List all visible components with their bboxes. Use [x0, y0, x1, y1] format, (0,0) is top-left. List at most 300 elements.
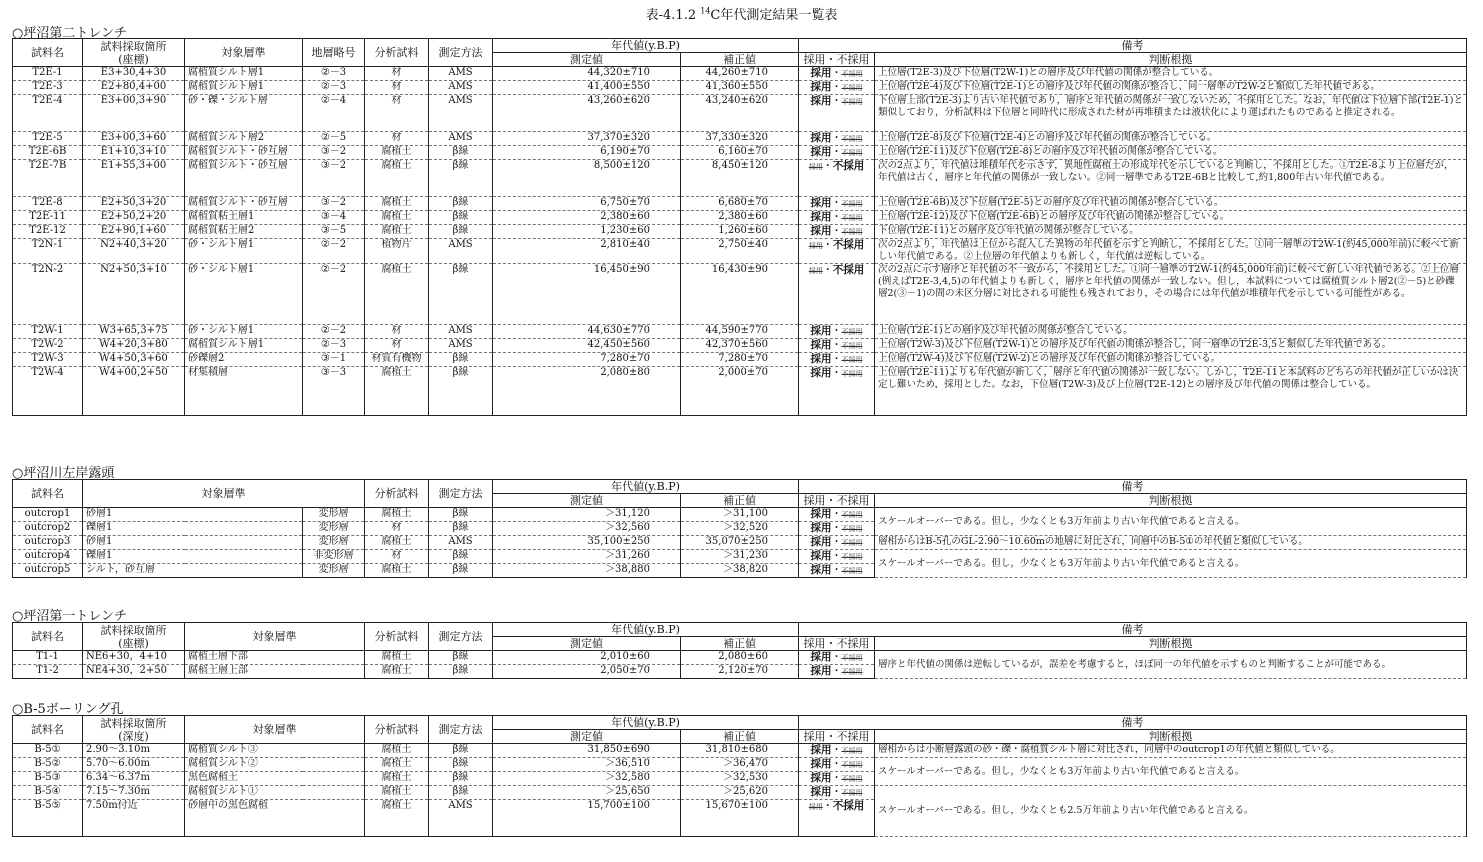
corrected-age: 44,260±710	[681, 67, 799, 81]
adopt-status: 採用・不採用	[799, 367, 875, 416]
analysis-material: 腐植土	[365, 651, 429, 665]
reject-label: 不採用	[841, 135, 863, 143]
reject-label: 不採用	[841, 84, 863, 92]
target-layer: 腐植土層上部	[185, 665, 365, 679]
measured-age: ＞31,120	[493, 508, 681, 522]
corrected-age: 2,120±70	[681, 665, 799, 679]
analysis-material: 腐植土	[365, 536, 429, 550]
table-row	[13, 211, 1467, 225]
reject-label: 不採用	[832, 239, 865, 251]
header-name: 試料名	[13, 480, 83, 508]
adopt-status: 採用・不採用	[799, 95, 875, 132]
sample-location: 7.50m付近	[83, 800, 185, 837]
sample-location: W3+65,3+75	[83, 325, 185, 339]
measured-age: 2,010±60	[493, 651, 681, 665]
adopt-status: 採用・不採用	[799, 772, 875, 786]
measured-age: 31,850±690	[493, 744, 681, 758]
judgement-reason: スケールオーバーである。但し，少なくとも3万年前より古い年代値であると言える。	[875, 758, 1467, 786]
analysis-material: 腐植土	[365, 211, 429, 225]
analysis-material: 腐植土	[365, 665, 429, 679]
sample-name: B-5①	[13, 744, 83, 758]
reject-label: 不採用	[841, 567, 863, 575]
measure-method: β線	[429, 160, 493, 197]
adopt-label: 採用	[810, 665, 832, 677]
corrected-age: 35,070±250	[681, 536, 799, 550]
reject-label: 不採用	[832, 160, 865, 172]
measured-age: 2,080±80	[493, 367, 681, 416]
header-code: 地層略号	[303, 39, 365, 67]
target-layer: 腐植質シルト層2	[185, 132, 303, 146]
adopt-label: 採用	[810, 67, 832, 79]
corrected-age: 41,360±550	[681, 81, 799, 95]
adopt-status: 採用・不採用	[799, 786, 875, 800]
measure-method: AMS	[429, 67, 493, 81]
table-row	[13, 367, 1467, 416]
sample-location: E2+50,3+20	[83, 197, 185, 211]
adopt-status: 採用・不採用	[799, 325, 875, 339]
target-layer: 腐植質シルト・砂互層	[185, 197, 303, 211]
sample-location: N2+40,3+20	[83, 239, 185, 264]
header-corrected: 補正値	[681, 637, 799, 651]
target-layer: 砂・シルト層1	[185, 325, 303, 339]
measured-age: 8,500±120	[493, 160, 681, 197]
deformation-type: 変形層	[303, 522, 365, 536]
corrected-age: 2,750±40	[681, 239, 799, 264]
measure-method: β線	[429, 197, 493, 211]
adopt-label: 採用	[810, 744, 832, 756]
measure-method: AMS	[429, 95, 493, 132]
header-reason: 判断根拠	[875, 730, 1467, 744]
header-location: 試料採取箇所 (座標)	[83, 623, 185, 651]
adopt-label: 採用	[810, 550, 832, 562]
adopt-status: 採用・不採用	[799, 197, 875, 211]
header-method: 測定方法	[429, 716, 493, 744]
table-row	[13, 536, 1467, 550]
reject-label: 不採用	[841, 539, 863, 547]
sample-name: T2E-12	[13, 225, 83, 239]
target-layer: 砂・シルト層1	[185, 264, 303, 325]
sample-name: T1-2	[13, 665, 83, 679]
sample-name: B-5③	[13, 772, 83, 786]
adopt-label: 採用	[810, 522, 832, 534]
judgement-reason: 次の2点より，年代値は堆積年代を示さず，異地性腐植土の形成年代を示していると判断し，不採用とした。①T2E-8より上位層だが，年代値は古く，層序と年代値の関係が一致しない。②同一層準であるT2E-6Bと比較して,約1,800年古い年代値である。	[875, 160, 1467, 197]
header-method: 測定方法	[429, 39, 493, 67]
judgement-reason: 上位層(T2E-6B)及び下位層(T2E-5)との層序及び年代値の関係が整合している。	[875, 197, 1467, 211]
sample-location: N2+50,3+10	[83, 264, 185, 325]
header-layer: 対象層準	[83, 480, 365, 508]
adopt-status: 採用・不採用	[799, 264, 875, 325]
layer-code: ③－5	[303, 225, 365, 239]
reject-label: 不採用	[841, 228, 863, 236]
measure-method: β線	[429, 264, 493, 325]
measured-age: 43,260±620	[493, 95, 681, 132]
layer-code: ②－2	[303, 239, 365, 264]
layer-code: ②－3	[303, 339, 365, 353]
adopt-label: 採用	[808, 163, 823, 171]
layer-code: ②－3	[303, 81, 365, 95]
analysis-material: 腐植土	[365, 744, 429, 758]
target-layer: 腐植質粘土層2	[185, 225, 303, 239]
target-layer: 腐植質シルト層1	[185, 81, 303, 95]
adopt-label: 採用	[810, 81, 832, 93]
judgement-reason: スケールオーバーである。但し，少なくとも3万年前より古い年代値であると言える。	[875, 508, 1467, 536]
sample-name: T2E-7B	[13, 160, 83, 197]
header-material: 分析試料	[365, 39, 429, 67]
sample-name: T1-1	[13, 651, 83, 665]
reject-label: 不採用	[841, 200, 863, 208]
measure-method: β線	[429, 758, 493, 772]
header-name: 試料名	[13, 716, 83, 744]
table-row	[13, 786, 1467, 800]
reject-label: 不採用	[841, 775, 863, 783]
measured-age: 16,450±90	[493, 264, 681, 325]
judgement-reason: 上位層(T2E-4)及び下位層(T2E-1)との層序及び年代値の関係が整合し、同一層準のT2W-2と類似した年代値である。	[875, 81, 1467, 95]
adopt-status: 採用・不採用	[799, 160, 875, 197]
analysis-material: 植物片	[365, 239, 429, 264]
measured-age: 44,630±770	[493, 325, 681, 339]
measure-method: AMS	[429, 81, 493, 95]
adopt-status: 採用・不採用	[799, 665, 875, 679]
layer-code: ③－3	[303, 367, 365, 416]
measured-age: ＞36,510	[493, 758, 681, 772]
deformation-type: 変形層	[303, 508, 365, 522]
judgement-reason: 上位層(T2E-8)及び下位層(T2E-4)との層序及び年代値の関係が整合している。	[875, 132, 1467, 146]
reject-label: 不採用	[841, 70, 863, 78]
sample-location: E2+50,2+20	[83, 211, 185, 225]
judgement-reason: 下位層上部(T2E-3)より古い年代値であり，層序と年代値の関係が一致しないため，不採用とした。なお，年代値は下位層下部(T2E-1)と類似しており，分析試料は下位層と同時代に形成された材が再堆積または液状化により運ばれたものであると推定される。	[875, 95, 1467, 132]
adopt-label: 採用	[810, 225, 832, 237]
target-layer: 黒色腐植土	[185, 772, 365, 786]
adopt-label: 採用	[808, 242, 823, 250]
header-remarks: 備考	[799, 39, 1467, 53]
target-layer: 砂層1	[83, 508, 303, 522]
adopt-label: 採用	[810, 758, 832, 770]
table-row	[13, 651, 1467, 665]
judgement-reason: 上位層(T2E-1)との層序及び年代値の関係が整合している。	[875, 325, 1467, 339]
layer-code: ③－2	[303, 146, 365, 160]
corrected-age: 44,590±770	[681, 325, 799, 339]
target-layer: 腐植質シルト①	[185, 786, 365, 800]
adopt-status: 採用・不採用	[799, 132, 875, 146]
header-remarks: 備考	[799, 480, 1467, 494]
sample-name: T2W-1	[13, 325, 83, 339]
sample-location: W4+20,3+80	[83, 339, 185, 353]
judgement-reason: 上位層(T2E-11)及び下位層(T2E-8)との層序及び年代値の関係が整合している。	[875, 146, 1467, 160]
target-layer: 礫層1	[83, 550, 303, 564]
analysis-material: 腐植土	[365, 197, 429, 211]
header-layer: 対象層準	[185, 39, 303, 67]
sample-name: T2E-3	[13, 81, 83, 95]
sample-name: T2E-4	[13, 95, 83, 132]
layer-code: ②－5	[303, 132, 365, 146]
header-measured: 測定値	[493, 53, 681, 67]
section-heading: ○坪沼第二トレンチ	[12, 26, 128, 41]
target-layer: 砂・礫・シルト層	[185, 95, 303, 132]
sample-location: E1+10,3+10	[83, 146, 185, 160]
adopt-label: 採用	[808, 803, 823, 811]
corrected-age: 15,670±100	[681, 800, 799, 837]
analysis-material: 材	[365, 522, 429, 536]
sample-name: outcrop2	[13, 522, 83, 536]
reject-label: 不採用	[841, 668, 863, 676]
analysis-material: 材	[365, 339, 429, 353]
table-row	[13, 225, 1467, 239]
reject-label: 不採用	[841, 525, 863, 533]
corrected-age: ＞25,620	[681, 786, 799, 800]
sample-name: T2E-5	[13, 132, 83, 146]
sample-name: outcrop1	[13, 508, 83, 522]
sample-name: T2N-1	[13, 239, 83, 264]
layer-code: ②－3	[303, 67, 365, 81]
reject-label: 不採用	[841, 149, 863, 157]
reject-label: 不採用	[841, 356, 863, 364]
header-measured: 測定値	[493, 637, 681, 651]
judgement-reason: 層序と年代値の関係は逆転しているが，誤差を考慮すると，ほぼ同一の年代値を示すものと判断することが可能である。	[875, 651, 1467, 679]
layer-code: ③－2	[303, 197, 365, 211]
judgement-reason: 上位層(T2E-3)及び下位層(T2W-1)との層序及び年代値の関係が整合している。	[875, 67, 1467, 81]
corrected-age: 2,000±70	[681, 367, 799, 416]
adopt-status: 採用・不採用	[799, 522, 875, 536]
results-table-trench1	[12, 622, 1467, 679]
target-layer: 腐植質粘土層1	[185, 211, 303, 225]
measure-method: β線	[429, 225, 493, 239]
judgement-reason: 層相からはB-5孔のGL-2.90～10.60mの地層に対比され，同層中のB-5①の年代値と類似している。	[875, 536, 1467, 550]
target-layer: 砂層中の黒色腐植	[185, 800, 365, 837]
adopt-label: 採用	[810, 772, 832, 784]
corrected-age: 42,370±560	[681, 339, 799, 353]
analysis-material: 腐植土	[365, 160, 429, 197]
target-layer: 腐植質シルト③	[185, 744, 365, 758]
header-age: 年代値(y.B.P)	[493, 623, 799, 637]
adopt-status: 採用・不採用	[799, 508, 875, 522]
sample-location: E3+00,3+60	[83, 132, 185, 146]
reject-label: 不採用	[841, 747, 863, 755]
measure-method: β線	[429, 146, 493, 160]
sample-name: outcrop3	[13, 536, 83, 550]
target-layer: 砂層1	[83, 536, 303, 550]
measured-age: 6,190±70	[493, 146, 681, 160]
measure-method: β線	[429, 665, 493, 679]
corrected-age: 31,810±680	[681, 744, 799, 758]
header-adopt: 採用・不採用	[799, 730, 875, 744]
sample-location: 5.70～6.00m	[83, 758, 185, 772]
analysis-material: 材	[365, 132, 429, 146]
analysis-material: 腐植土	[365, 564, 429, 578]
measured-age: 2,380±60	[493, 211, 681, 225]
measure-method: β線	[429, 367, 493, 416]
measure-method: β線	[429, 772, 493, 786]
measure-method: β線	[429, 651, 493, 665]
table-row	[13, 67, 1467, 81]
measure-method: AMS	[429, 239, 493, 264]
corrected-age: 2,080±60	[681, 651, 799, 665]
judgement-reason: 上位層(T2W-3)及び下位層(T2W-1)との層序及び年代値の関係が整合し，同一層準のT2E-3,5と類似した年代値である。	[875, 339, 1467, 353]
reject-label: 不採用	[832, 800, 865, 812]
measure-method: AMS	[429, 325, 493, 339]
analysis-material: 材	[365, 67, 429, 81]
reject-label: 不採用	[841, 511, 863, 519]
measured-age: 2,810±40	[493, 239, 681, 264]
sample-location: W4+00,2+50	[83, 367, 185, 416]
sample-location: NE6+30，4+10	[83, 651, 185, 665]
header-reason: 判断根拠	[875, 494, 1467, 508]
adopt-status: 採用・不採用	[799, 146, 875, 160]
corrected-age: 43,240±620	[681, 95, 799, 132]
judgement-reason: スケールオーバーである。但し，少なくとも2.5万年前より古い年代値であると言える。	[875, 786, 1467, 837]
adopt-label: 採用	[810, 353, 832, 365]
measured-age: 1,230±60	[493, 225, 681, 239]
adopt-label: 採用	[810, 95, 832, 107]
adopt-label: 採用	[810, 536, 832, 548]
adopt-status: 採用・不採用	[799, 800, 875, 837]
header-measured: 測定値	[493, 730, 681, 744]
results-table-b5	[12, 715, 1467, 837]
table-row	[13, 81, 1467, 95]
corrected-age: ＞36,470	[681, 758, 799, 772]
measured-age: ＞32,580	[493, 772, 681, 786]
target-layer: 材集積層	[185, 367, 303, 416]
adopt-status: 採用・不採用	[799, 744, 875, 758]
deformation-type: 変形層	[303, 536, 365, 550]
adopt-label: 採用	[810, 367, 832, 379]
table-row	[13, 132, 1467, 146]
corrected-age: ＞32,530	[681, 772, 799, 786]
judgement-reason: 層相からは小断層露頭の砂・礫・腐植質シルト層に対比され，同層中のoutcrop1の年代値と類似している。	[875, 744, 1467, 758]
header-age: 年代値(y.B.P)	[493, 716, 799, 730]
header-remarks: 備考	[799, 623, 1467, 637]
measure-method: AMS	[429, 339, 493, 353]
header-reason: 判断根拠	[875, 637, 1467, 651]
table-row	[13, 95, 1467, 132]
adopt-status: 採用・不採用	[799, 564, 875, 578]
adopt-status: 採用・不採用	[799, 81, 875, 95]
header-name: 試料名	[13, 39, 83, 67]
corrected-age: 37,330±320	[681, 132, 799, 146]
analysis-material: 腐植土	[365, 800, 429, 837]
judgement-reason: 次の2点より，年代値は上位から混入した異物の年代値を示すと判断し，不採用とした。①同一層準のT2W-1(約45,000年前)に較べて新しい年代値である。②上位層の年代値よりも新しく，年代値は逆転している。	[875, 239, 1467, 264]
corrected-age: ＞31,100	[681, 508, 799, 522]
reject-label: 不採用	[841, 98, 863, 106]
header-location: 試料採取箇所 (深度)	[83, 716, 185, 744]
target-layer: 腐植質シルト②	[185, 758, 365, 772]
results-table-trench2	[12, 38, 1467, 416]
reject-label: 不採用	[841, 370, 863, 378]
measured-age: 37,370±320	[493, 132, 681, 146]
reject-label: 不採用	[841, 789, 863, 797]
measured-age: 42,450±560	[493, 339, 681, 353]
adopt-status: 採用・不採用	[799, 758, 875, 772]
sample-name: B-5④	[13, 786, 83, 800]
measured-age: 2,050±70	[493, 665, 681, 679]
sample-location: 7.15～7.30m	[83, 786, 185, 800]
header-method: 測定方法	[429, 623, 493, 651]
adopt-status: 採用・不採用	[799, 536, 875, 550]
header-material: 分析試料	[365, 716, 429, 744]
reject-label: 不採用	[841, 553, 863, 561]
header-adopt: 採用・不採用	[799, 53, 875, 67]
layer-code: ③－4	[303, 211, 365, 225]
adopt-label: 採用	[810, 132, 832, 144]
deformation-type: 変形層	[303, 564, 365, 578]
table-row	[13, 160, 1467, 197]
target-layer: 砂・シルト層1	[185, 239, 303, 264]
header-layer: 対象層準	[185, 623, 365, 651]
analysis-material: 腐植土	[365, 772, 429, 786]
corrected-age: 2,380±60	[681, 211, 799, 225]
table-row	[13, 325, 1467, 339]
sample-name: T2E-1	[13, 67, 83, 81]
header-material: 分析試料	[365, 480, 429, 508]
sample-location: E1+55,3+00	[83, 160, 185, 197]
measured-age: ＞38,880	[493, 564, 681, 578]
sample-location: E2+90,1+60	[83, 225, 185, 239]
analysis-material: 腐植土	[365, 264, 429, 325]
measure-method: AMS	[429, 132, 493, 146]
corrected-age: 7,280±70	[681, 353, 799, 367]
measure-method: β線	[429, 564, 493, 578]
table-row	[13, 353, 1467, 367]
sample-location: E3+30,4+30	[83, 67, 185, 81]
table-row	[13, 339, 1467, 353]
sample-name: T2W-4	[13, 367, 83, 416]
analysis-material: 材質有機物	[365, 353, 429, 367]
measure-method: β線	[429, 550, 493, 564]
measured-age: ＞31,260	[493, 550, 681, 564]
measure-method: β線	[429, 211, 493, 225]
sample-name: T2E-11	[13, 211, 83, 225]
sample-location: NE4+30，2+50	[83, 665, 185, 679]
target-layer: 腐植質シルト・砂互層	[185, 160, 303, 197]
adopt-status: 採用・不採用	[799, 339, 875, 353]
corrected-age: 1,260±60	[681, 225, 799, 239]
judgement-reason: 上位層(T2E-12)及び下位層(T2E-6B)との層序及び年代値の関係が整合している。	[875, 211, 1467, 225]
measure-method: AMS	[429, 536, 493, 550]
adopt-status: 採用・不採用	[799, 239, 875, 264]
adopt-label: 採用	[810, 786, 832, 798]
analysis-material: 材	[365, 81, 429, 95]
judgement-reason: 上位層(T2E-11)よりも年代値が新しく，層序と年代値の関係が一致しない。しかし，T2E-11と本試料のどちらの年代値が正しいかは決定し難いため，採用とした。なお，下位層(T2W-3)及び上位層(T2E-12)との層序及び年代値の関係は整合している。	[875, 367, 1467, 416]
header-remarks: 備考	[799, 716, 1467, 730]
header-adopt: 採用・不採用	[799, 637, 875, 651]
sample-name: T2W-3	[13, 353, 83, 367]
header-corrected: 補正値	[681, 494, 799, 508]
header-measured: 測定値	[493, 494, 681, 508]
layer-code: ②－2	[303, 264, 365, 325]
judgement-reason: スケールオーバーである。但し，少なくとも3万年前より古い年代値であると言える。	[875, 550, 1467, 578]
adopt-status: 採用・不採用	[799, 651, 875, 665]
sample-location: E3+00,3+90	[83, 95, 185, 132]
header-corrected: 補正値	[681, 730, 799, 744]
table-row	[13, 508, 1467, 522]
layer-code: ③－2	[303, 160, 365, 197]
sample-name: T2W-2	[13, 339, 83, 353]
adopt-label: 採用	[810, 146, 832, 158]
analysis-material: 腐植土	[365, 758, 429, 772]
corrected-age: ＞32,520	[681, 522, 799, 536]
measure-method: β線	[429, 353, 493, 367]
sample-location: W4+50,3+60	[83, 353, 185, 367]
reject-label: 不採用	[841, 761, 863, 769]
table-row	[13, 146, 1467, 160]
corrected-age: ＞31,230	[681, 550, 799, 564]
sample-name: outcrop5	[13, 564, 83, 578]
measure-method: AMS	[429, 800, 493, 837]
measured-age: 35,100±250	[493, 536, 681, 550]
target-layer: 砂礫層2	[185, 353, 303, 367]
table-row	[13, 264, 1467, 325]
adopt-status: 採用・不採用	[799, 550, 875, 564]
corrected-age: 16,430±90	[681, 264, 799, 325]
